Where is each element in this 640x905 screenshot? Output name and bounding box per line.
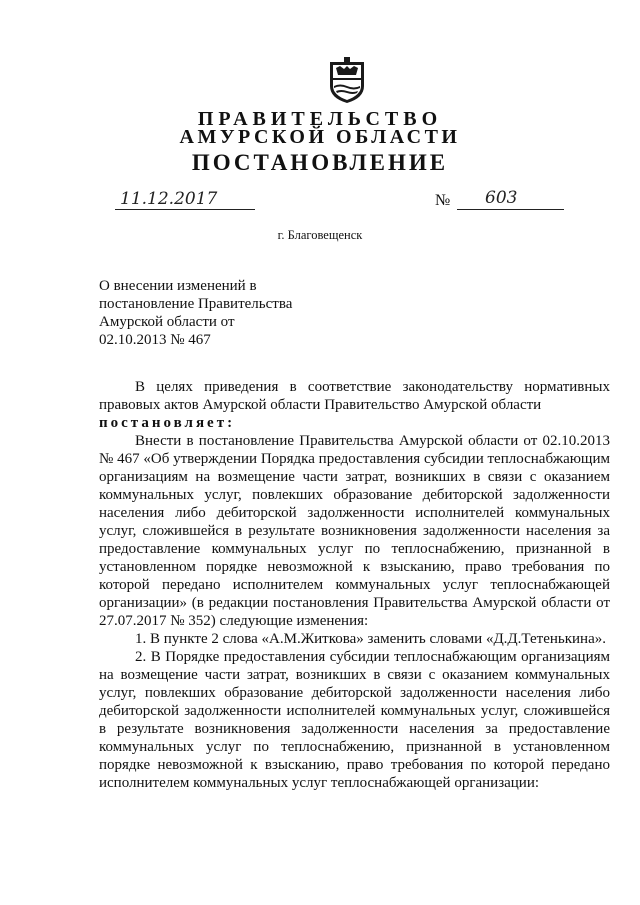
document-type-title: ПОСТАНОВЛЕНИЕ <box>191 150 449 175</box>
amur-region-emblem-icon <box>326 56 368 104</box>
subject-line: Амурской области от <box>99 314 235 330</box>
item-2-paragraph: 2. В Порядке предоставления субсидии теплоснабжающим организациям на возмещение части затрат, возникших в связи с оказанием коммунальных услуг, повлекших образование дебиторской задолженности населения либо дебиторской задолженности исполнителей коммунальных услуг, сложившейся в результате возникновения задолженности населения за предоставление коммунальных услуг по теплоснабжению, признанной в установленном порядке невозможной к взысканию, право требования по которой передано исполнителем коммунальных услуг теплоснабжающей организации: <box>99 649 610 791</box>
document-number: 603 <box>485 188 518 208</box>
government-title: ПРАВИТЕЛЬСТВО <box>197 108 443 130</box>
document-date: 11.12.2017 <box>120 189 218 209</box>
subject-line: 02.10.2013 № 467 <box>99 332 211 348</box>
number-label: № <box>435 192 451 209</box>
item-1-paragraph: 1. В пункте 2 слова «А.М.Житкова» заменить словами «Д.Д.Тетенькина». <box>135 631 606 647</box>
main-paragraph: Внести в постановление Правительства Амурской области от 02.10.2013 № 467 «Об утверждении Порядка предоставления субсидии теплоснабжающим организациям на возмещение части затрат, возникших в связи с оказанием коммунальных услуг, повлекших образование дебиторской задолженности населения либо дебиторской задолженности исполнителей коммунальных услуг, сложившейся в результате возникновения задолженности населения за предоставление коммунальных услуг по теплоснабжению, признанной в установленном порядке невозможной к взысканию, право требования по которой передано исполнителем коммунальных услуг теплоснабжающей организации» (в редакции постановления Правительства Амурской области от 27.07.2017 № 352) следующие изменения: <box>99 433 610 629</box>
subject-line: постановление Правительства <box>99 296 293 312</box>
city-name: г. Благовещенск <box>277 228 363 242</box>
document-subject <box>99 277 292 349</box>
region-title: АМУРСКОЙ ОБЛАСТИ <box>179 126 461 148</box>
document-body <box>99 378 610 792</box>
subject-line: О внесении изменений в <box>99 278 257 294</box>
decree-word-text: постановляет: <box>99 415 236 431</box>
intro-paragraph: В целях приведения в соответствие законодательству нормативных правовых актов Амурской области Правительство Амурской области <box>99 379 610 413</box>
decree-word <box>99 414 610 432</box>
